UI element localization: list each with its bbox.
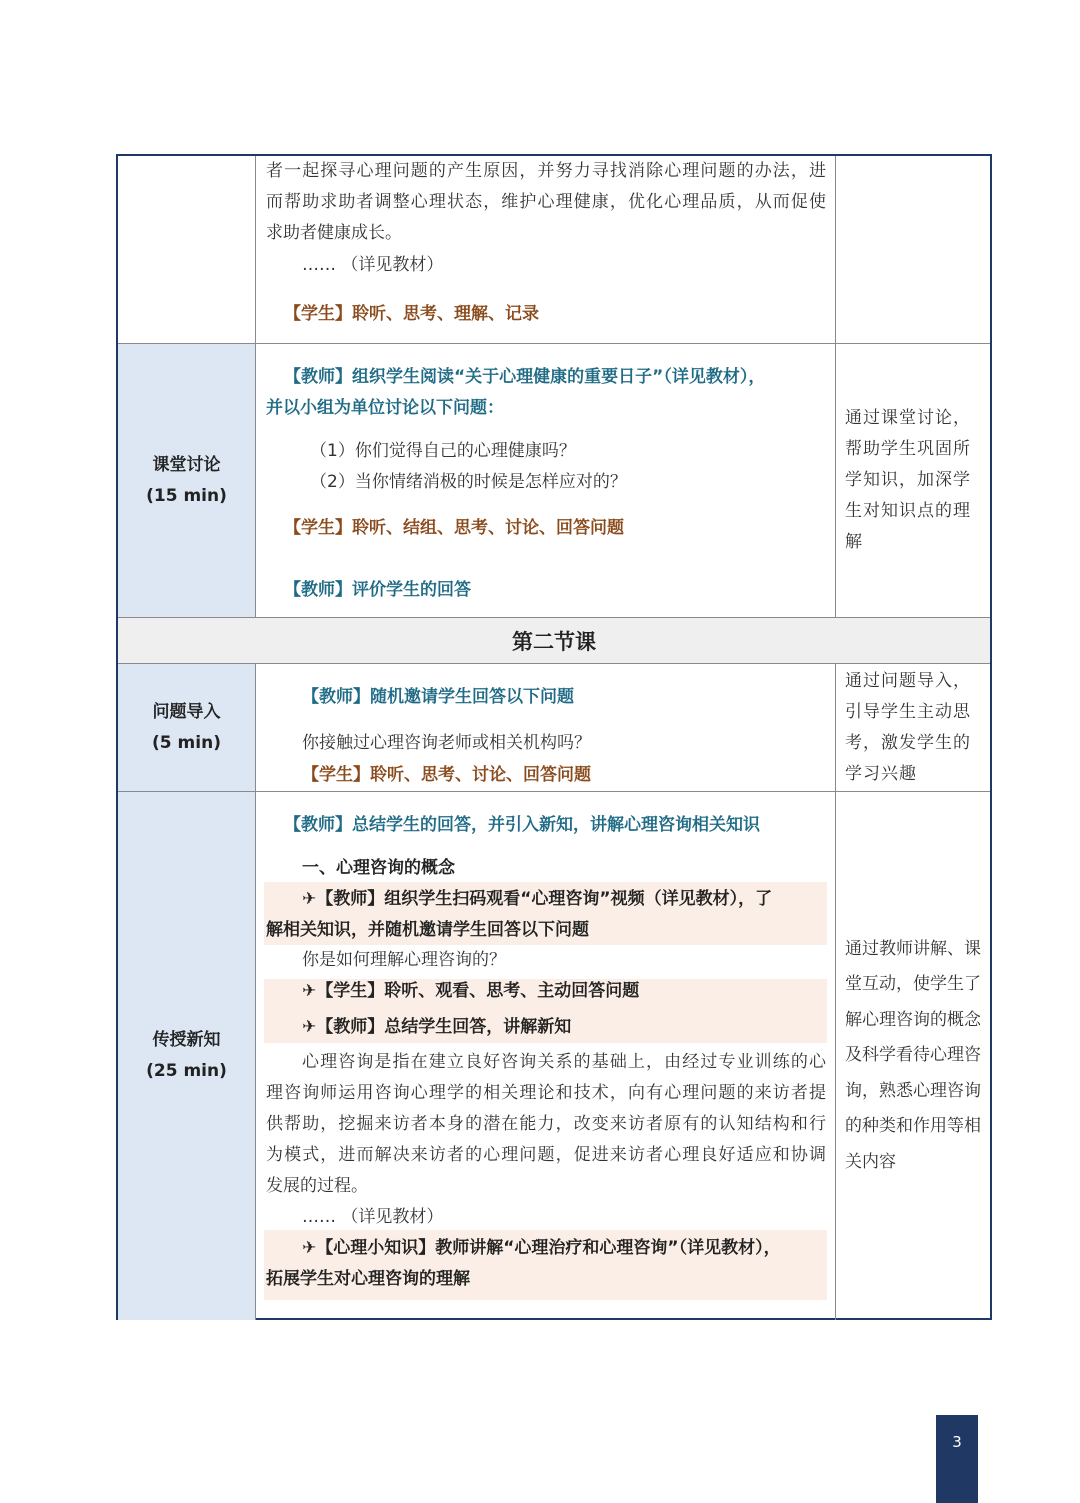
content-line: 者一起探寻心理问题的产生原因，并努力寻找消除心理问题的办法，进 — [266, 161, 826, 181]
teacher-activity: 【教师】组织学生阅读“关于心理健康的重要日子”（详见教材）， — [284, 367, 766, 387]
teacher-activity: 【教师】随机邀请学生回答以下问题 — [302, 687, 574, 707]
note-cell — [836, 344, 990, 617]
stage-cell — [118, 156, 256, 343]
question-item: 你接触过心理咨询老师或相关机构吗？ — [302, 733, 591, 753]
teacher-activity: 并以小组为单位讨论以下问题： — [266, 398, 504, 418]
stage-cell — [118, 344, 256, 617]
highlight-line: ✈【心理小知识】教师讲解“心理治疗和心理咨询”（详见教材）， — [302, 1238, 781, 1258]
stage-title: 课堂讨论 — [152, 454, 221, 475]
body-text: …… （详见教材） — [302, 1207, 444, 1227]
content-line: 求助者健康成长。 — [266, 223, 402, 243]
question-item: （1）你们觉得自己的心理健康吗？ — [310, 441, 576, 461]
lesson-table — [116, 154, 992, 1320]
design-intent: 通过问题导入，引导学生主动思考，激发学生的学习兴趣 — [845, 670, 971, 784]
content-cell — [256, 344, 836, 617]
content-cell — [256, 664, 836, 791]
table-row — [118, 664, 990, 792]
body-text: 供帮助，挖掘来访者本身的潜在能力，改变来访者原有的认知结构和行 — [266, 1114, 826, 1134]
stage-time: (25 min) — [146, 1061, 227, 1081]
design-intent: 通过教师讲解、课堂互动，使学生了解心理咨询的概念及科学看待心理咨询，熟悉心理咨询的种类和作用等相关内容 — [845, 938, 981, 1172]
content-cell — [256, 792, 836, 1320]
body-text: 为模式，进而解决来访者的心理问题，促进来访者心理良好适应和协调 — [266, 1145, 826, 1165]
table-row — [118, 792, 990, 1320]
body-text: 发展的过程。 — [266, 1176, 368, 1196]
stage-title: 传授新知 — [152, 1030, 221, 1050]
note-cell — [836, 792, 990, 1320]
table-row — [118, 156, 990, 344]
question-item: （2）当你情绪消极的时候是怎样应对的？ — [310, 472, 627, 492]
teacher-activity: 【教师】总结学生的回答，并引入新知，讲解心理咨询相关知识 — [284, 815, 760, 835]
section-title: 第二节课 — [512, 629, 596, 654]
note-cell — [836, 664, 990, 791]
stage-time: (5 min) — [152, 732, 221, 753]
body-text: 心理咨询是指在建立良好咨询关系的基础上，由经过专业训练的心 — [302, 1052, 826, 1072]
stage-cell — [118, 664, 256, 791]
student-activity: 【学生】聆听、结组、思考、讨论、回答问题 — [284, 518, 624, 538]
design-intent: 通过课堂讨论，帮助学生巩固所学知识，加深学生对知识点的理解 — [845, 408, 971, 552]
highlight-line: 解相关知识，并随机邀请学生回答以下问题 — [266, 920, 589, 940]
highlight-line: 拓展学生对心理咨询的理解 — [266, 1269, 470, 1289]
highlight-line: ✈【学生】聆听、观看、思考、主动回答问题 — [302, 981, 640, 1001]
stage-time: (15 min) — [146, 485, 227, 506]
highlight-line: ✈【教师】总结学生回答，讲解新知 — [302, 1017, 572, 1037]
question-item: 你是如何理解心理咨询的？ — [302, 950, 506, 970]
highlight-line: ✈【教师】组织学生扫码观看“心理咨询”视频（详见教材），了 — [302, 889, 773, 909]
stage-title: 问题导入 — [152, 701, 221, 722]
note-cell — [836, 156, 990, 343]
table-row — [118, 344, 990, 618]
content-line: …… （详见教材） — [302, 255, 444, 275]
content-cell — [256, 156, 836, 343]
student-activity: 【学生】聆听、思考、讨论、回答问题 — [302, 765, 591, 785]
body-text: 理咨询师运用咨询心理学的相关理论和技术，向有心理问题的来访者提 — [266, 1083, 826, 1103]
content-line: 而帮助求助者调整心理状态，维护心理健康，优化心理品质，从而促使 — [266, 192, 826, 212]
stage-cell — [118, 792, 256, 1320]
subsection-title: 一、心理咨询的概念 — [302, 858, 455, 878]
student-activity: 【学生】聆听、思考、理解、记录 — [284, 304, 539, 324]
page-number: 3 — [936, 1415, 978, 1503]
section-header — [118, 618, 990, 664]
teacher-activity: 【教师】评价学生的回答 — [284, 580, 471, 600]
